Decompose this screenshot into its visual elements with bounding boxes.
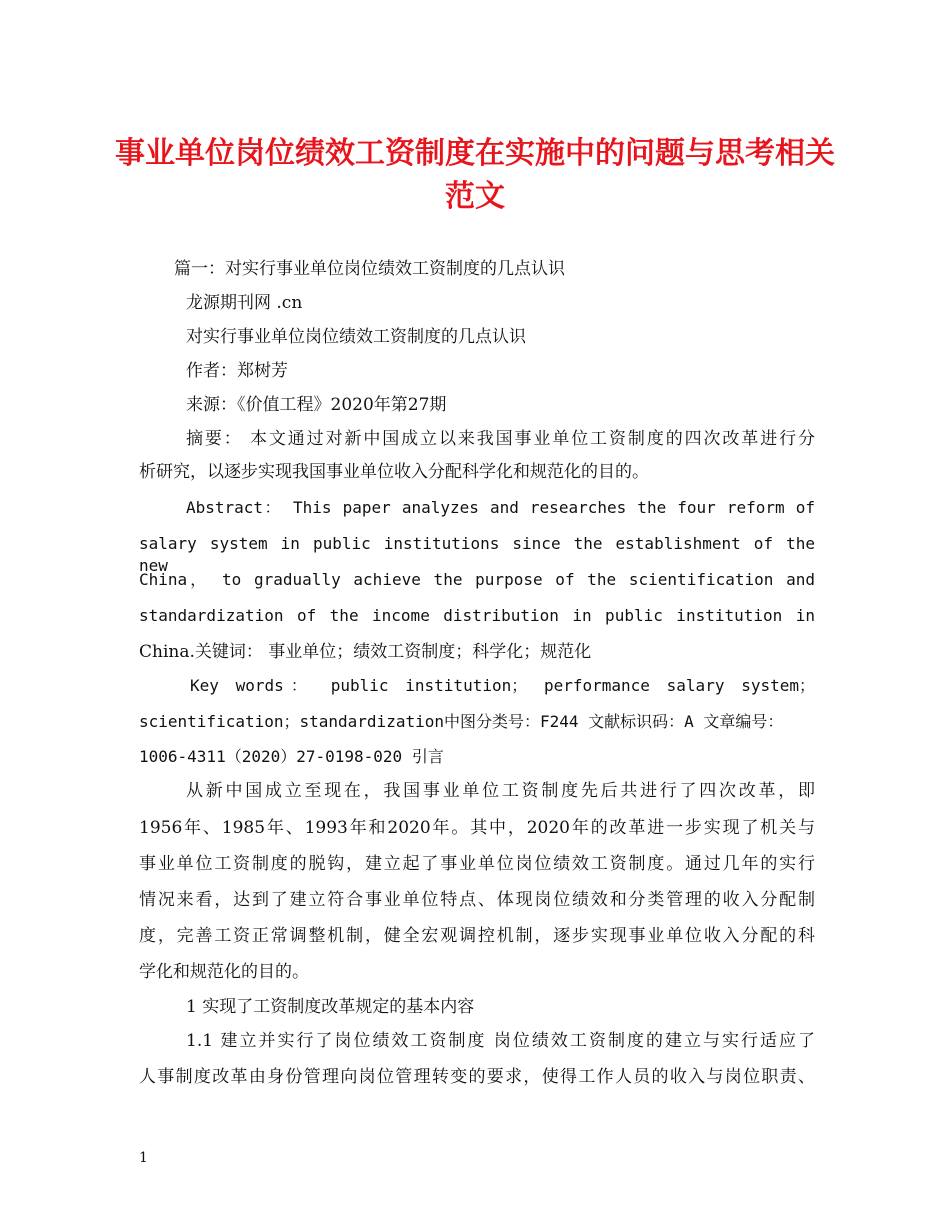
- title-line-2: 范文: [445, 179, 505, 214]
- paragraph-line: 1.1 建立并实行了岗位绩效工资制度 岗位绩效工资制度的建立与实行适应了: [186, 1031, 815, 1051]
- paragraph-line: 情况来看，达到了建立符合事业单位特点、体现岗位绩效和分类管理的收入分配制: [139, 890, 815, 910]
- keywords-en-line: Key words： public institution； performance salary system；: [190, 676, 815, 695]
- paragraph-line: 从新中国成立至现在，我国事业单位工资制度先后共进行了四次改革，即: [186, 781, 815, 801]
- classification-line: scientification；standardization中图分类号：F244 文献标识码：A 文章编号：: [139, 712, 784, 731]
- paragraph-line: 1956年、1985年、1993年和2020年。其中，2020年的改革进一步实现了机关与: [139, 818, 815, 838]
- abstract-cn-line: 析研究，以逐步实现我国事业单位收入分配科学化和规范化的目的。: [139, 462, 649, 482]
- article-title: 对实行事业单位岗位绩效工资制度的几点认识: [186, 327, 526, 347]
- section-heading: 篇一：对实行事业单位岗位绩效工资制度的几点认识: [174, 259, 565, 279]
- author-line: 作者：郑树芳: [186, 361, 288, 381]
- keywords-cn-line: China.关键词： 事业单位；绩效工资制度；科学化；规范化: [139, 642, 592, 662]
- paragraph-line: 学化和规范化的目的。: [139, 962, 309, 982]
- abstract-en-line: salary system in public institutions since the establishment of the new: [139, 534, 815, 575]
- abstract-cn-line: 摘要： 本文通过对新中国成立以来我国事业单位工资制度的四次改革进行分: [186, 429, 815, 449]
- abstract-en-line: standardization of the income distribution in public institution in: [139, 606, 815, 625]
- abstract-en-line: China， to gradually achieve the purpose of the scientification and: [139, 570, 815, 589]
- abstract-en-line: Abstract： This paper analyzes and researches the four reform of: [186, 498, 815, 517]
- page-number: 1: [139, 1150, 148, 1166]
- paragraph-line: 人事制度改革由身份管理向岗位管理转变的要求，使得工作人员的收入与岗位职责、: [139, 1067, 815, 1087]
- article-number-line: 1006-4311（2020）27-0198-020 引言: [139, 747, 444, 766]
- section-title: 1 实现了工资制度改革规定的基本内容: [186, 997, 475, 1017]
- source-site: 龙源期刊网 .cn: [186, 293, 303, 313]
- paragraph-line: 事业单位工资制度的脱钩，建立起了事业单位岗位绩效工资制度。通过几年的实行: [139, 854, 815, 874]
- title-line-1: 事业单位岗位绩效工资制度在实施中的问题与思考相关: [115, 136, 835, 171]
- source-line: 来源：《价值工程》2020年第27期: [186, 395, 447, 415]
- paragraph-line: 度，完善工资正常调整机制，健全宏观调控机制，逐步实现事业单位收入分配的科: [139, 926, 815, 946]
